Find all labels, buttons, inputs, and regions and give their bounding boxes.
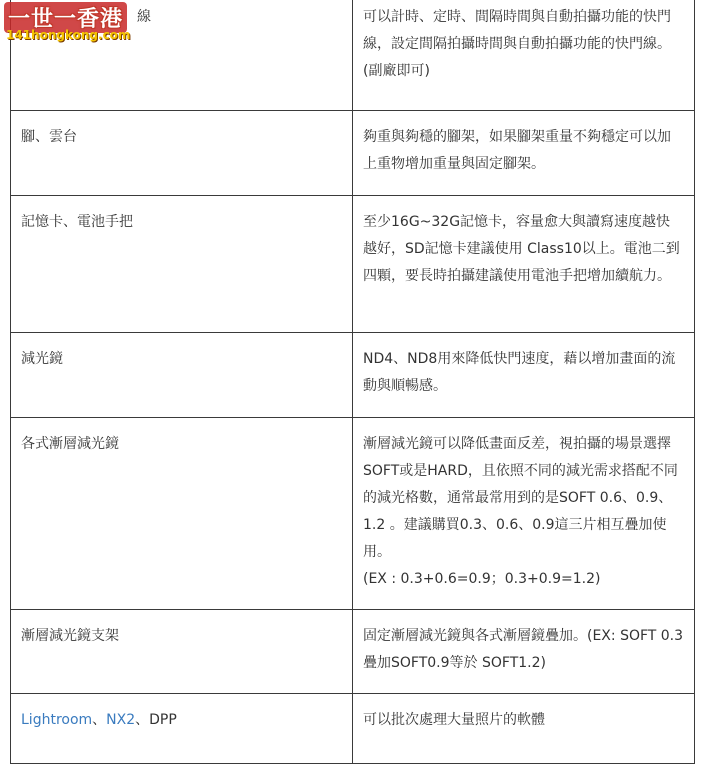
desc-example: (EX : 0.3+0.6=0.9；0.3+0.9=1.2) [363,571,601,587]
item-cell [11,418,353,610]
desc-cell [353,111,695,196]
lightroom-link[interactable]: Lightroom [21,712,93,728]
desc-cell [353,418,695,610]
item-cell [11,694,353,764]
desc-text: 可以計時、定時、間隔時間與自動拍攝功能的快門線，設定間隔拍攝時間與自動拍攝功能的快門線。(副廠即可) [363,9,671,79]
equipment-table [10,0,695,764]
separator: 、 [135,712,150,728]
table-row [11,196,695,333]
nx2-link[interactable]: NX2 [106,712,136,728]
desc-cell [353,0,695,111]
item-label: 腳、雲台 [21,129,77,145]
item-label: 記憶卡、電池手把 [21,214,133,230]
table-row [11,0,695,111]
desc-text: 夠重與夠穩的腳架，如果腳架重量不夠穩定可以加上重物增加重量與固定腳架。 [363,129,671,172]
item-cell [11,111,353,196]
item-label: 漸層減光鏡支架 [21,628,119,644]
desc-cell [353,196,695,333]
table-row [11,610,695,694]
separator: 、 [92,712,107,728]
item-cell [11,333,353,418]
item-label [11,694,352,742]
item-cell [11,0,353,111]
watermark-title: 一世一香港 [4,2,127,33]
table-row [11,111,695,196]
table-row [11,694,695,764]
watermark-domain: 141hongkong.com [6,28,131,42]
desc-cell [353,333,695,418]
desc-text: 固定漸層減光鏡與各式漸層鏡疊加。(EX: SOFT 0.3疊加SOFT0.9等於 SOFT1.2) [363,628,684,671]
desc-text: 漸層減光鏡可以降低畫面反差，視拍攝的場景選擇SOFT或是HARD，且依照不同的減光需求搭配不同的減光格數，通常最常用到的是SOFT 0.6、0.9、1.2 。建議購買0.3、0.6、0.9這三片相互疊加使用。 [363,436,678,560]
item-label: 減光鏡 [21,351,63,367]
desc-text: ND4、ND8用來降低快門速度，藉以增加畫面的流動與順暢感。 [363,351,676,394]
item-cell [11,196,353,333]
item-label: 各式漸層減光鏡 [21,436,119,452]
desc-cell [353,694,695,764]
desc-text: 至少16G~32G記憶卡，容量愈大與讀寫速度越快越好，SD記憶卡建議使用 Class10以上。電池二到四顆，要長時拍攝建議使用電池手把增加續航力。 [363,214,680,284]
item-cell [11,610,353,694]
table-row [11,333,695,418]
item-label: 線 [137,9,151,25]
table-row [11,418,695,610]
desc-text: 可以批次處理大量照片的軟體 [363,712,545,728]
dpp-label: DPP [149,712,177,728]
desc-cell [353,610,695,694]
